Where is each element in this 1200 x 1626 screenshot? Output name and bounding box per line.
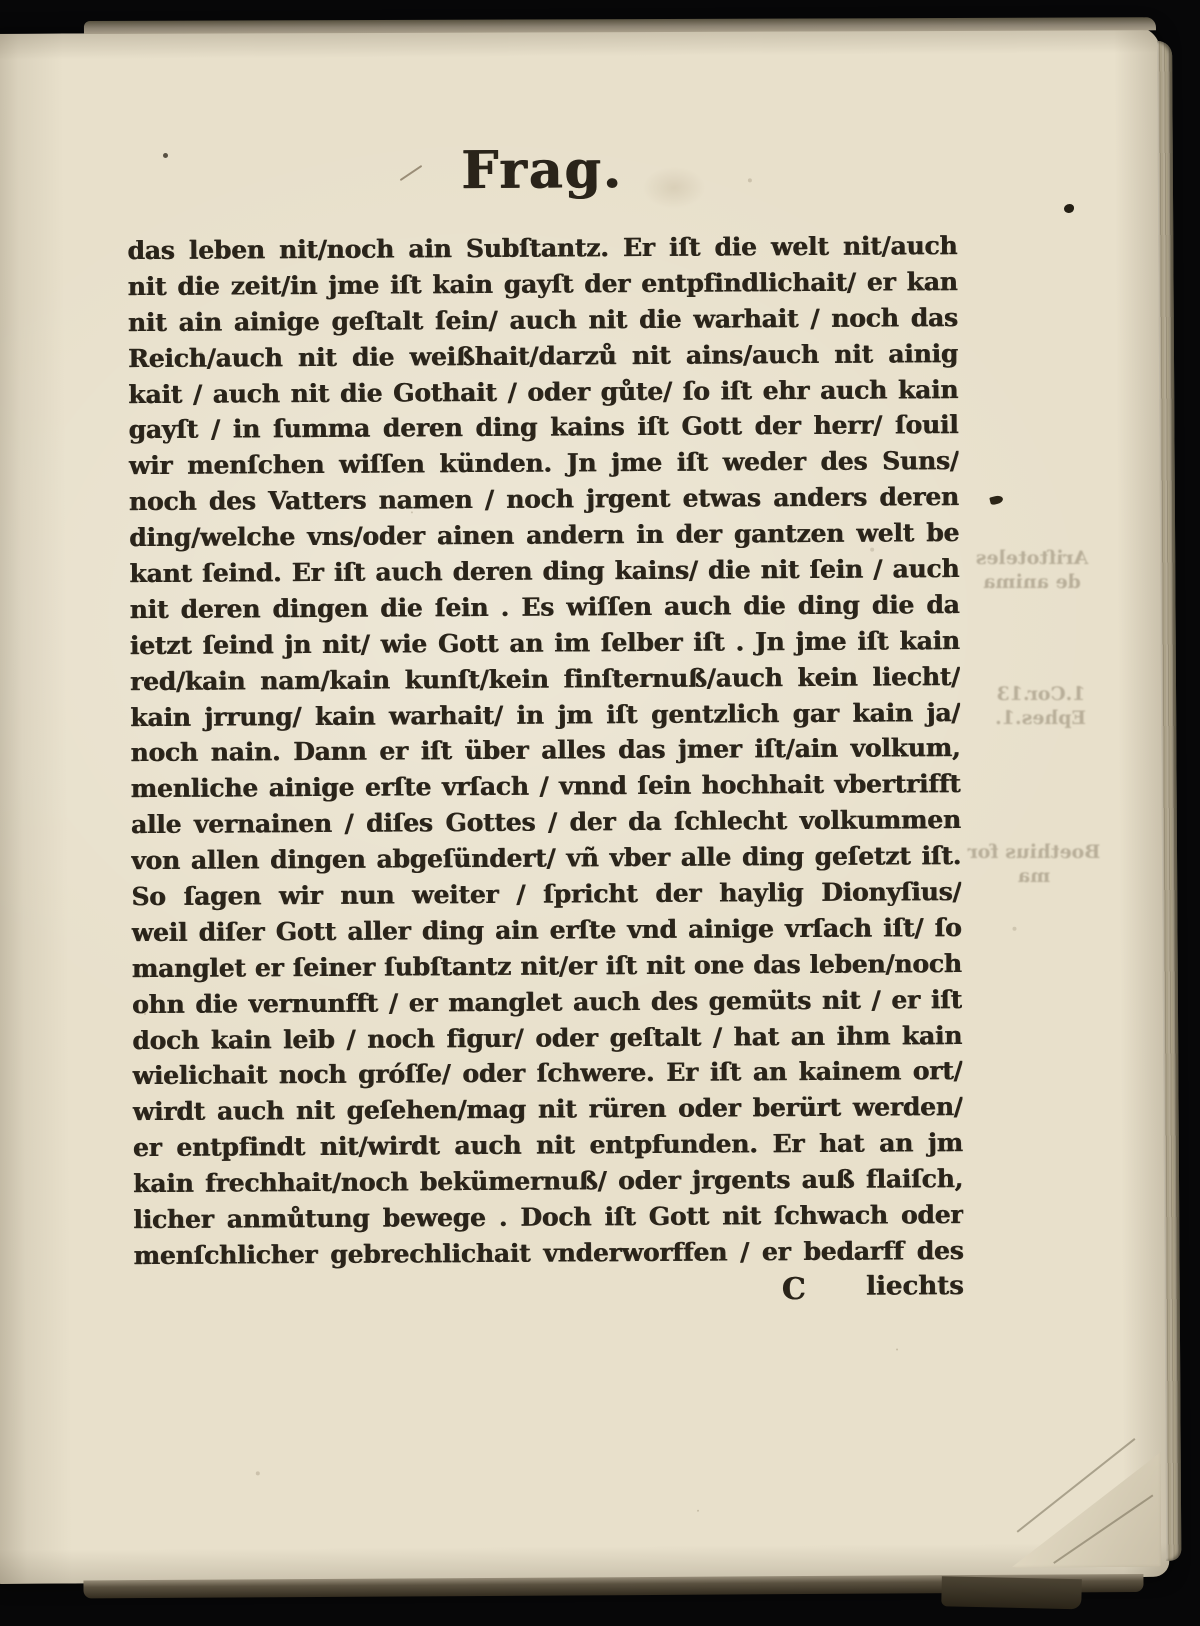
text-line: weil diſer Gott aller ding ain erſte vnd ainige vrſach iſt/ ſo — [131, 912, 962, 948]
signature-mark: C — [781, 1271, 806, 1308]
text-line: ohn die vernunfft / er manglet auch des gemüts nit / er iſt — [131, 984, 963, 1019]
text-line: doch kain leib / noch figur/ oder geſtalt / hat an ihm kain — [132, 1020, 963, 1055]
book-fore-edge — [1157, 41, 1181, 1561]
binding-edge — [941, 1576, 1082, 1609]
text-line: von allen dingen abgeſündert/ vñ vber alle ding geſetzt iſt. — [130, 841, 962, 876]
showthrough-line: Ariſtoteles — [975, 547, 1089, 569]
text-line: wirdt auch nit geſehen/mag nit rüren oder berürt werden/ — [132, 1092, 963, 1127]
text-line: noch des Vatters namen / noch jrgent etwas anders deren — [128, 482, 959, 517]
text-line: Reich/auch nit die weißhait/darzů nit ains/auch nit ainig — [127, 338, 959, 373]
text-line: noch nain. Dann er iſt über alles das jmer iſt/ain volkum, — [130, 733, 961, 768]
ink-dot — [163, 153, 168, 158]
text-line: kain frechhait/noch bekümernuß/ oder jrgents auß flaiſch, — [132, 1164, 964, 1199]
showthrough-line: de anima — [983, 571, 1081, 593]
signature-line — [134, 1269, 964, 1314]
text-line: nit deren dingen die ſein . Es wiſſen auch die ding die da — [129, 589, 960, 625]
text-line: gayſt / in ſumma deren ding kains iſt Gott der herr/ ſouil — [128, 410, 959, 445]
text-line: er entpfindt nit/wirdt auch nit entpfunden. Er hat an jm — [132, 1128, 963, 1163]
text-line: ding/welche vns/oder ainen andern in der gantzen welt be — [128, 518, 960, 553]
showthrough-note — [964, 840, 1104, 888]
text-line: nit ain ainige geſtalt ſein/ auch nit die warhait / noch das — [127, 302, 958, 337]
body-text — [127, 228, 963, 1274]
page-title: Frag. — [460, 139, 623, 202]
text-line: kant ſeind. Er iſt auch deren ding kains/ die nit ſein / auch — [129, 554, 960, 589]
text-line: wielichait noch gróſſe/ oder ſchwere. Er iſt an kainem ort/ — [132, 1056, 963, 1091]
book-page — [0, 27, 1169, 1584]
showthrough-note — [996, 682, 1086, 730]
text-line: menliche ainige erſte vrſach / vnnd ſein hochhait vbertrifft — [130, 769, 961, 804]
text-line: red/kain nam/kain kunſt/kein finſternuß/auch kein liecht/ — [129, 661, 961, 696]
text-line: So ſagen wir nun weiter / ſpricht der haylig Dionyſius/ — [131, 877, 962, 912]
text-block — [127, 122, 964, 1314]
text-line: das leben nit/noch ain Subſtantz. Er iſt die welt nit/auch — [127, 231, 958, 266]
folded-corner — [1001, 1427, 1162, 1568]
text-line: ietzt ſeind jn nit/ wie Gott an im ſelber iſt . Jn jme iſt kain — [129, 625, 960, 660]
text-line: manglet er ſeiner ſubſtantz nit/er iſt nit one das leben/noch — [131, 948, 962, 983]
text-line: nit die zeit/in jme iſt kain gayſt der entpfindlichait/ er kan — [127, 266, 958, 302]
showthrough-line: Ephes.1. — [995, 707, 1086, 729]
text-line: kait / auch nit die Gothait / oder gůte/ ſo iſt ehr auch kain — [128, 374, 959, 409]
text-line: alle vernainen / diſes Gottes / der da ſchlecht volkummen — [130, 805, 961, 840]
showthrough-line: ma — [1017, 865, 1051, 887]
text-line: kain jrrung/ kain warhait/ in jm iſt gentzlich gar kain ja/ — [130, 697, 961, 732]
catchword: liechts — [865, 1270, 964, 1302]
ink-spot — [1064, 204, 1074, 213]
text-line: licher anmůtung bewege . Doch iſt Gott nit ſchwach oder — [133, 1200, 964, 1235]
text-line: wir menſchen wiſſen künden. Jn jme iſt weder des Suns/ — [128, 446, 959, 481]
showthrough-line: Boethius for — [967, 841, 1101, 863]
page-top-edge — [84, 17, 1156, 34]
text-line: menſchlicher gebrechlichait vnderworffen / er bedarff des — [133, 1236, 964, 1271]
showthrough-line: 1.Cor.13 — [996, 683, 1086, 705]
showthrough-note — [972, 546, 1092, 594]
